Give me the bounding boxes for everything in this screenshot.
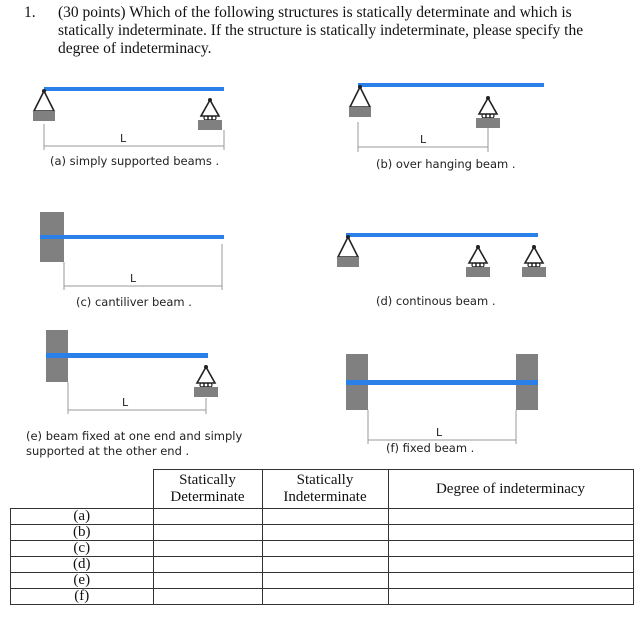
roller-support-icon [194,365,218,397]
length-label-f: L [436,426,443,439]
pin-support-icon [337,235,359,267]
roller-support-icon [476,96,500,128]
answer-cell[interactable] [153,541,262,557]
table-row: (f) [11,589,634,605]
figure-e [26,330,242,458]
answer-cell[interactable] [388,509,633,525]
length-label-a: L [120,132,127,145]
answer-cell[interactable] [153,557,262,573]
question-text: (30 points) Which of the following structures is statically determinate and which is statically indeterminate. If the structure is statically indeterminate, please specify the degree of indeterminacy. [58,4,584,57]
caption-e-line2: supported at the other end . [26,444,190,458]
figure-f [346,354,538,455]
beam-f [346,380,538,385]
answer-cell[interactable] [153,589,262,605]
roller-support-icon [522,245,546,277]
answer-cell[interactable] [388,573,633,589]
caption-f: (f) fixed beam . [386,441,475,455]
figure-d [337,233,546,308]
answer-cell[interactable] [262,525,388,541]
length-label-b: L [420,133,427,146]
figure-c [40,212,224,309]
caption-d: (d) continous beam . [376,294,496,308]
answer-cell[interactable] [388,589,633,605]
answer-table [10,469,634,605]
beam-b [358,83,544,87]
table-row: (c) [11,541,634,557]
answer-cell[interactable] [262,557,388,573]
table-row: (e) [11,573,634,589]
table-row: (b) [11,525,634,541]
length-label-e: L [122,396,129,409]
answer-cell[interactable] [262,573,388,589]
answer-cell[interactable] [262,509,388,525]
header-statically-indeterminate: Statically Indeterminate [262,470,388,509]
answer-cell[interactable] [153,525,262,541]
figure-a [33,87,224,168]
table-row: (a) [11,509,634,525]
answer-cell[interactable] [262,541,388,557]
caption-a: (a) simply supported beams . [50,154,220,168]
question-number: 1. [24,4,36,21]
caption-e-line1: (e) beam fixed at one end and simply [26,429,243,443]
table-row: (d) [11,557,634,573]
answer-cell[interactable] [388,541,633,557]
caption-b: (b) over hanging beam . [376,157,516,171]
roller-support-icon [466,245,490,277]
header-statically-determinate: Statically Determinate [153,470,262,509]
roller-support-icon [198,98,222,130]
answer-cell[interactable] [388,525,633,541]
beam-a [44,87,224,91]
beam-e [46,353,208,358]
length-label-c: L [130,272,137,285]
answer-cell[interactable] [262,589,388,605]
figure-b [349,83,544,171]
header-degree: Degree of indeterminacy [388,470,633,509]
answer-cell[interactable] [153,509,262,525]
pin-support-icon [33,89,55,121]
beam-d [346,233,538,237]
pin-support-icon [349,85,371,117]
answer-cell[interactable] [388,557,633,573]
beam-c [40,235,224,239]
answer-cell[interactable] [153,573,262,589]
caption-c: (c) cantiliver beam . [76,295,192,309]
